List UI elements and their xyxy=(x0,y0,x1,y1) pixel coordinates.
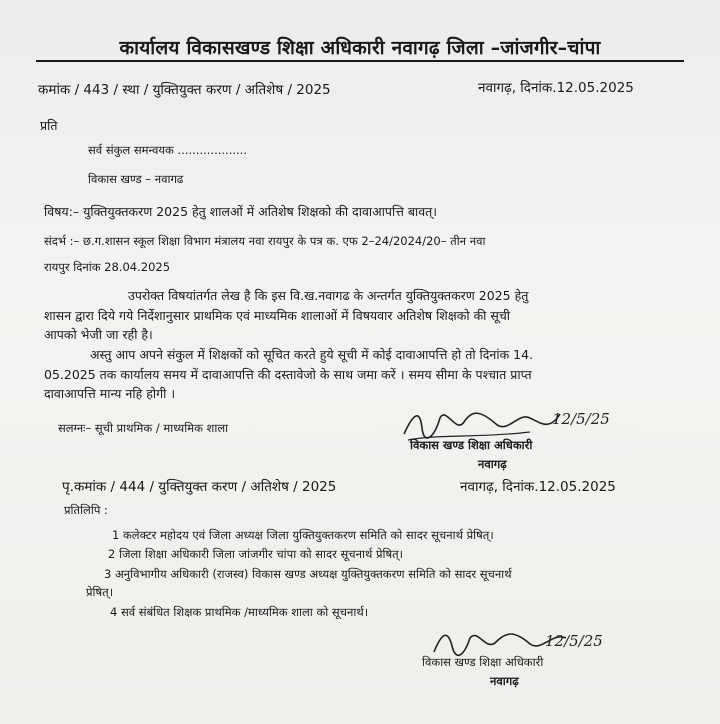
signature-place-2: नवागढ़ xyxy=(490,674,519,688)
body-para2-line2: 05.2025 तक कार्यालय समय में दावाआपत्ति की दस्तावेजो के साथ जमा करें । समय सीमा के पश्चात प्राप्त xyxy=(44,367,532,382)
copy-item-2: 2 जिला शिक्षा अधिकारी जिला जांजगीर चांपा को सादर सूचनार्थ प्रेषित्। xyxy=(108,547,404,561)
body-para1-line3: आपको भेजी जा रही है। xyxy=(44,327,153,342)
signature-date-2: 12/5/25 xyxy=(545,632,603,650)
signature-date-1: 12/5/25 xyxy=(552,410,610,428)
endorsement-number: पृ.कमांक / 444 / युक्तियुक्त करण / अतिशेष / 2025 xyxy=(62,479,337,495)
copy-item-1: 1 कलेक्टर महोदय एवं जिला अध्यक्ष जिला युक्तियुक्तकरण समिति को सादर सूचनार्थ प्रेषित्। xyxy=(112,528,494,542)
addressee-line-1: सर्व संकुल समन्वयक ................... xyxy=(88,143,247,157)
copy-item-4: 4 सर्व संबंधित शिक्षक प्राथमिक /माध्यमिक शाला को सूचनार्थ। xyxy=(110,605,369,619)
title-underline xyxy=(36,60,684,62)
reference-number: कमांक / 443 / स्था / युक्तियुक्त करण / अतिशेष / 2025 xyxy=(38,82,331,98)
reference-line-1: संदर्भ :– छ.ग.शासन स्कूल शिक्षा विभाग मंत्रालय नवा रायपुर के पत्र क. एफ 2–24/2024/20– तीन नवा xyxy=(44,234,486,248)
body-para1-line2: शासन द्वारा दिये गये निर्देशानुसार प्राथमिक एवं माध्यमिक शालाओं में विषयवार अतिशेष शिक्षको की सूची xyxy=(44,308,511,323)
addressee-line-2: विकास खण्ड – नवागढ xyxy=(88,172,184,186)
signature-place-1: नवागढ़ xyxy=(478,457,507,471)
enclosure-line: सलग्नः– सूची प्राथमिक / माध्यमिक शाला xyxy=(58,421,229,435)
signature-designation-2: विकास खण्ड शिक्षा अधिकारी xyxy=(422,655,544,669)
prati-label: प्रति xyxy=(40,118,58,133)
copy-item-3-line-1: 3 अनुविभागीय अधिकारी (राजस्व) विकास खण्ड अध्यक्ष युक्तियुक्तकरण समिति को सादर सूचनार्थ xyxy=(104,567,512,581)
body-para1-line1: उपरोक्त विषयांतर्गत लेख है कि इस वि.ख.नवागढ के अन्तर्गत युक्तियुक्तकरण 2025 हेतु xyxy=(128,288,529,303)
copy-item-3-line-2: प्रेषित्। xyxy=(86,585,114,599)
body-para2-line1: अस्तु आप अपने संकुल में शिक्षकों को सूचित करते हुये सूची में कोई दावाआपत्ति हो तो दिनांक 14. xyxy=(90,347,534,362)
signature-designation-1: विकास खण्ड शिक्षा अधिकारी xyxy=(410,438,533,452)
copy-heading: प्रतिलिपि : xyxy=(64,503,108,517)
endorsement-date: नवागढ़, दिनांक.12.05.2025 xyxy=(460,479,616,495)
body-para2-line3: दावाआपत्ति मान्य नहि होगी । xyxy=(44,386,176,401)
subject-line: विषय:– युक्तियुक्तकरण 2025 हेतु शालओं में अतिशेष शिक्षको की दावाआपत्ति बावत्। xyxy=(44,204,438,219)
letter-date: नवागढ़, दिनांक.12.05.2025 xyxy=(478,80,634,96)
reference-line-2: रायपुर दिनांक 28.04.2025 xyxy=(44,260,171,274)
office-title: कार्यालय विकासखण्ड शिक्षा अधिकारी नवागढ़ जिला –जांजगीर–चांपा xyxy=(119,37,601,59)
